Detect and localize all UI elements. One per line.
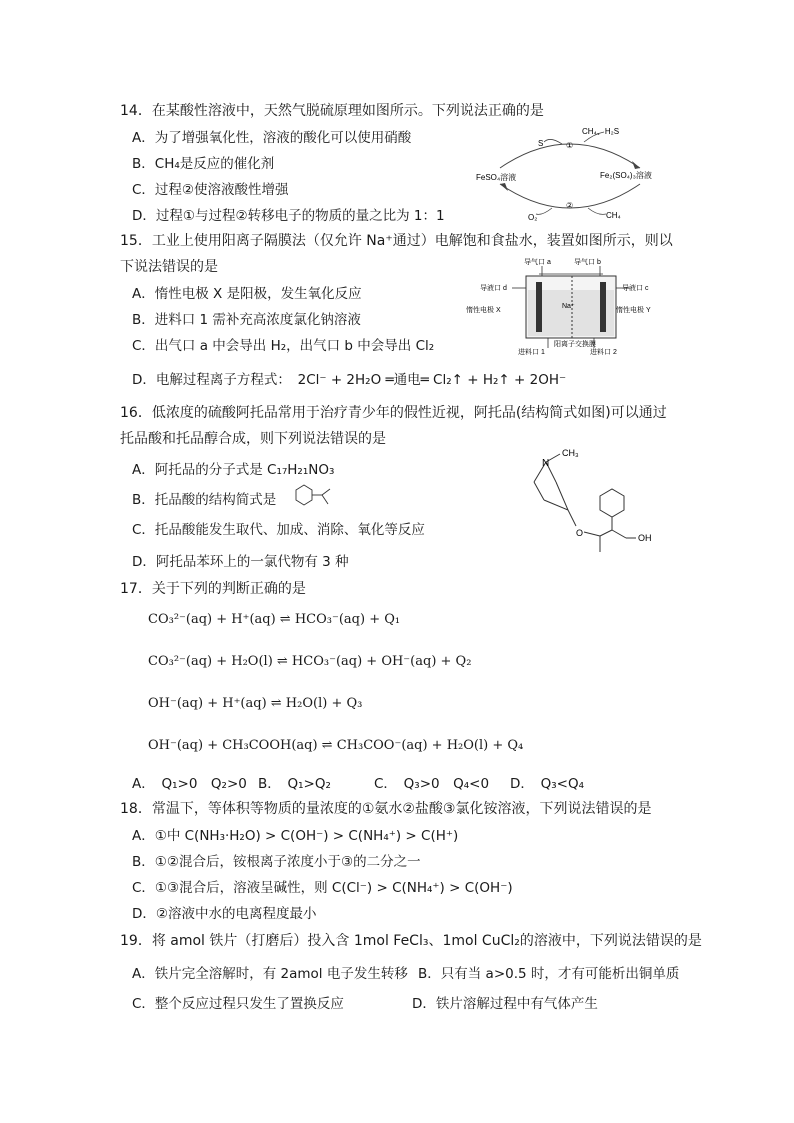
q15-stem-line2: 下说法错误的是 <box>120 259 218 275</box>
q17-option-c: C． Q₃>0 Q₄<0 <box>374 776 490 792</box>
q15-label-electrode-y: 惰性电极 Y <box>616 307 651 314</box>
q15-label-inlet-2: 进料口 2 <box>590 349 617 356</box>
q16-option-b: B．托品酸的结构简式是 <box>132 492 277 508</box>
q15-option-d: D．电解过程离子方程式： 2Cl⁻ + 2H₂O ═通电═ Cl₂↑ + H₂↑ + 2OH⁻ <box>132 372 567 388</box>
q19-option-d: D．铁片溶解过程中有气体产生 <box>412 996 598 1012</box>
q15-label-membrane: 阳离子交换膜 <box>554 341 596 348</box>
q14-label-ch4: CH₄ <box>606 211 621 220</box>
q19-option-b: B．只有当 a>0.5 时，才有可能析出铜单质 <box>418 966 680 982</box>
q18-stem: 18．常温下，等体积等物质的量浓度的①氨水②盐酸③氯化铵溶液，下列说法错误的是 <box>120 801 652 817</box>
q18-option-b: B．①②混合后，铵根离子浓度小于③的二分之一 <box>132 854 421 870</box>
atropine-structure-diagram <box>516 440 666 568</box>
q17-option-a: A． Q₁>0 Q₂>0 <box>132 776 247 792</box>
atropine-label-n: N <box>542 458 550 469</box>
q17-equation-3: OH⁻(aq) + H⁺(aq) ⇌ H₂O(l) + Q₃ <box>148 696 363 711</box>
q14-desulfurization-diagram <box>472 122 668 222</box>
q15-option-b: B．进料口 1 需补充高浓度氯化钠溶液 <box>132 312 361 328</box>
q14-label-o2: O₂ <box>528 213 538 222</box>
atropine-label-oh: OH <box>638 533 652 543</box>
atropine-label-o: O <box>576 528 584 538</box>
q15-option-a: A．惰性电极 X 是阳极，发生氧化反应 <box>132 286 362 302</box>
q14-label-step1: ① <box>566 141 574 150</box>
q17-equation-4: OH⁻(aq) + CH₃COOH(aq) ⇌ CH₃COO⁻(aq) + H₂O(l) + Q₄ <box>148 738 524 753</box>
q14-stem: 14．在某酸性溶液中，天然气脱硫原理如图所示。下列说法正确的是 <box>120 103 544 119</box>
q15-label-liquid-d: 导液口 d <box>480 285 507 292</box>
q16-stem-line2: 托品酸和托品醇合成，则下列说法错误的是 <box>120 431 386 447</box>
q16-option-d: D．阿托品苯环上的一氯代物有 3 种 <box>132 554 349 570</box>
q14-option-c: C．过程②使溶液酸性增强 <box>132 182 289 198</box>
q15-label-electrode-x: 惰性电极 X <box>466 307 501 314</box>
q17-option-b: B． Q₁>Q₂ <box>258 776 331 792</box>
q19-option-c: C．整个反应过程只发生了置换反应 <box>132 996 344 1012</box>
q17-equation-1: CO₃²⁻(aq) + H⁺(aq) ⇌ HCO₃⁻(aq) + Q₁ <box>148 612 401 627</box>
q14-option-d: D．过程①与过程②转移电子的物质的量之比为 1：1 <box>132 208 445 224</box>
q14-label-right: Fe₂(SO₄)₃溶液 <box>600 171 652 180</box>
q14-label-left: FeSO₄溶液 <box>476 173 517 182</box>
q15-label-liquid-c: 导液口 c <box>622 285 649 292</box>
q15-stem-line1: 15．工业上使用阳离子隔膜法（仅允许 Na⁺通过）电解饱和食盐水，装置如图所示，则以 <box>120 233 673 249</box>
q16-option-c: C．托品酸能发生取代、加成、消除、氧化等反应 <box>132 522 425 538</box>
q16-option-a: A．阿托品的分子式是 C₁₇H₂₁NO₃ <box>132 462 335 478</box>
q18-option-c: C．①③混合后，溶液呈碱性，则 C(Cl⁻) > C(NH₄⁺) > C(OH⁻) <box>132 880 513 896</box>
q15-label-gas-a: 导气口 a <box>524 259 551 266</box>
q16-stem-line1: 16．低浓度的硫酸阿托品常用于治疗青少年的假性近视，阿托品(结构简式如图)可以通过 <box>120 405 667 421</box>
tropic-acid-structure-icon <box>286 480 356 516</box>
q17-equation-2: CO₃²⁻(aq) + H₂O(l) ⇌ HCO₃⁻(aq) + OH⁻(aq) + Q₂ <box>148 654 472 669</box>
q15-electrolysis-diagram <box>462 254 662 358</box>
q19-stem: 19．将 amol 铁片（打磨后）投入含 1mol FeCl₃、1mol CuCl₂的溶液中，下列说法错误的是 <box>120 933 702 949</box>
q15-option-c: C．出气口 a 中会导出 H₂，出气口 b 中会导出 Cl₂ <box>132 338 435 354</box>
q19-option-a: A．铁片完全溶解时，有 2amol 电子发生转移 <box>132 966 408 982</box>
q14-label-step2: ② <box>566 201 574 210</box>
q18-option-a: A．①中 C(NH₃·H₂O) > C(OH⁻) > C(NH₄⁺) > C(H⁺) <box>132 828 459 844</box>
q14-label-s: S <box>538 139 544 148</box>
q14-label-ch4-h2s: CH₄、H₂S <box>582 127 620 136</box>
q15-label-ion: Na⁺ <box>562 303 575 310</box>
q14-option-b: B．CH₄是反应的催化剂 <box>132 156 275 172</box>
q15-label-inlet-1: 进料口 1 <box>518 349 545 356</box>
q14-option-a: A．为了增强氧化性，溶液的酸化可以使用硝酸 <box>132 130 412 146</box>
q15-label-gas-b: 导气口 b <box>574 259 601 266</box>
q17-stem: 17．关于下列的判断正确的是 <box>120 581 306 597</box>
q18-option-d: D．②溶液中水的电离程度最小 <box>132 906 317 922</box>
atropine-label-methyl: CH₃ <box>562 448 579 458</box>
q17-option-d: D． Q₃<Q₄ <box>510 776 585 792</box>
